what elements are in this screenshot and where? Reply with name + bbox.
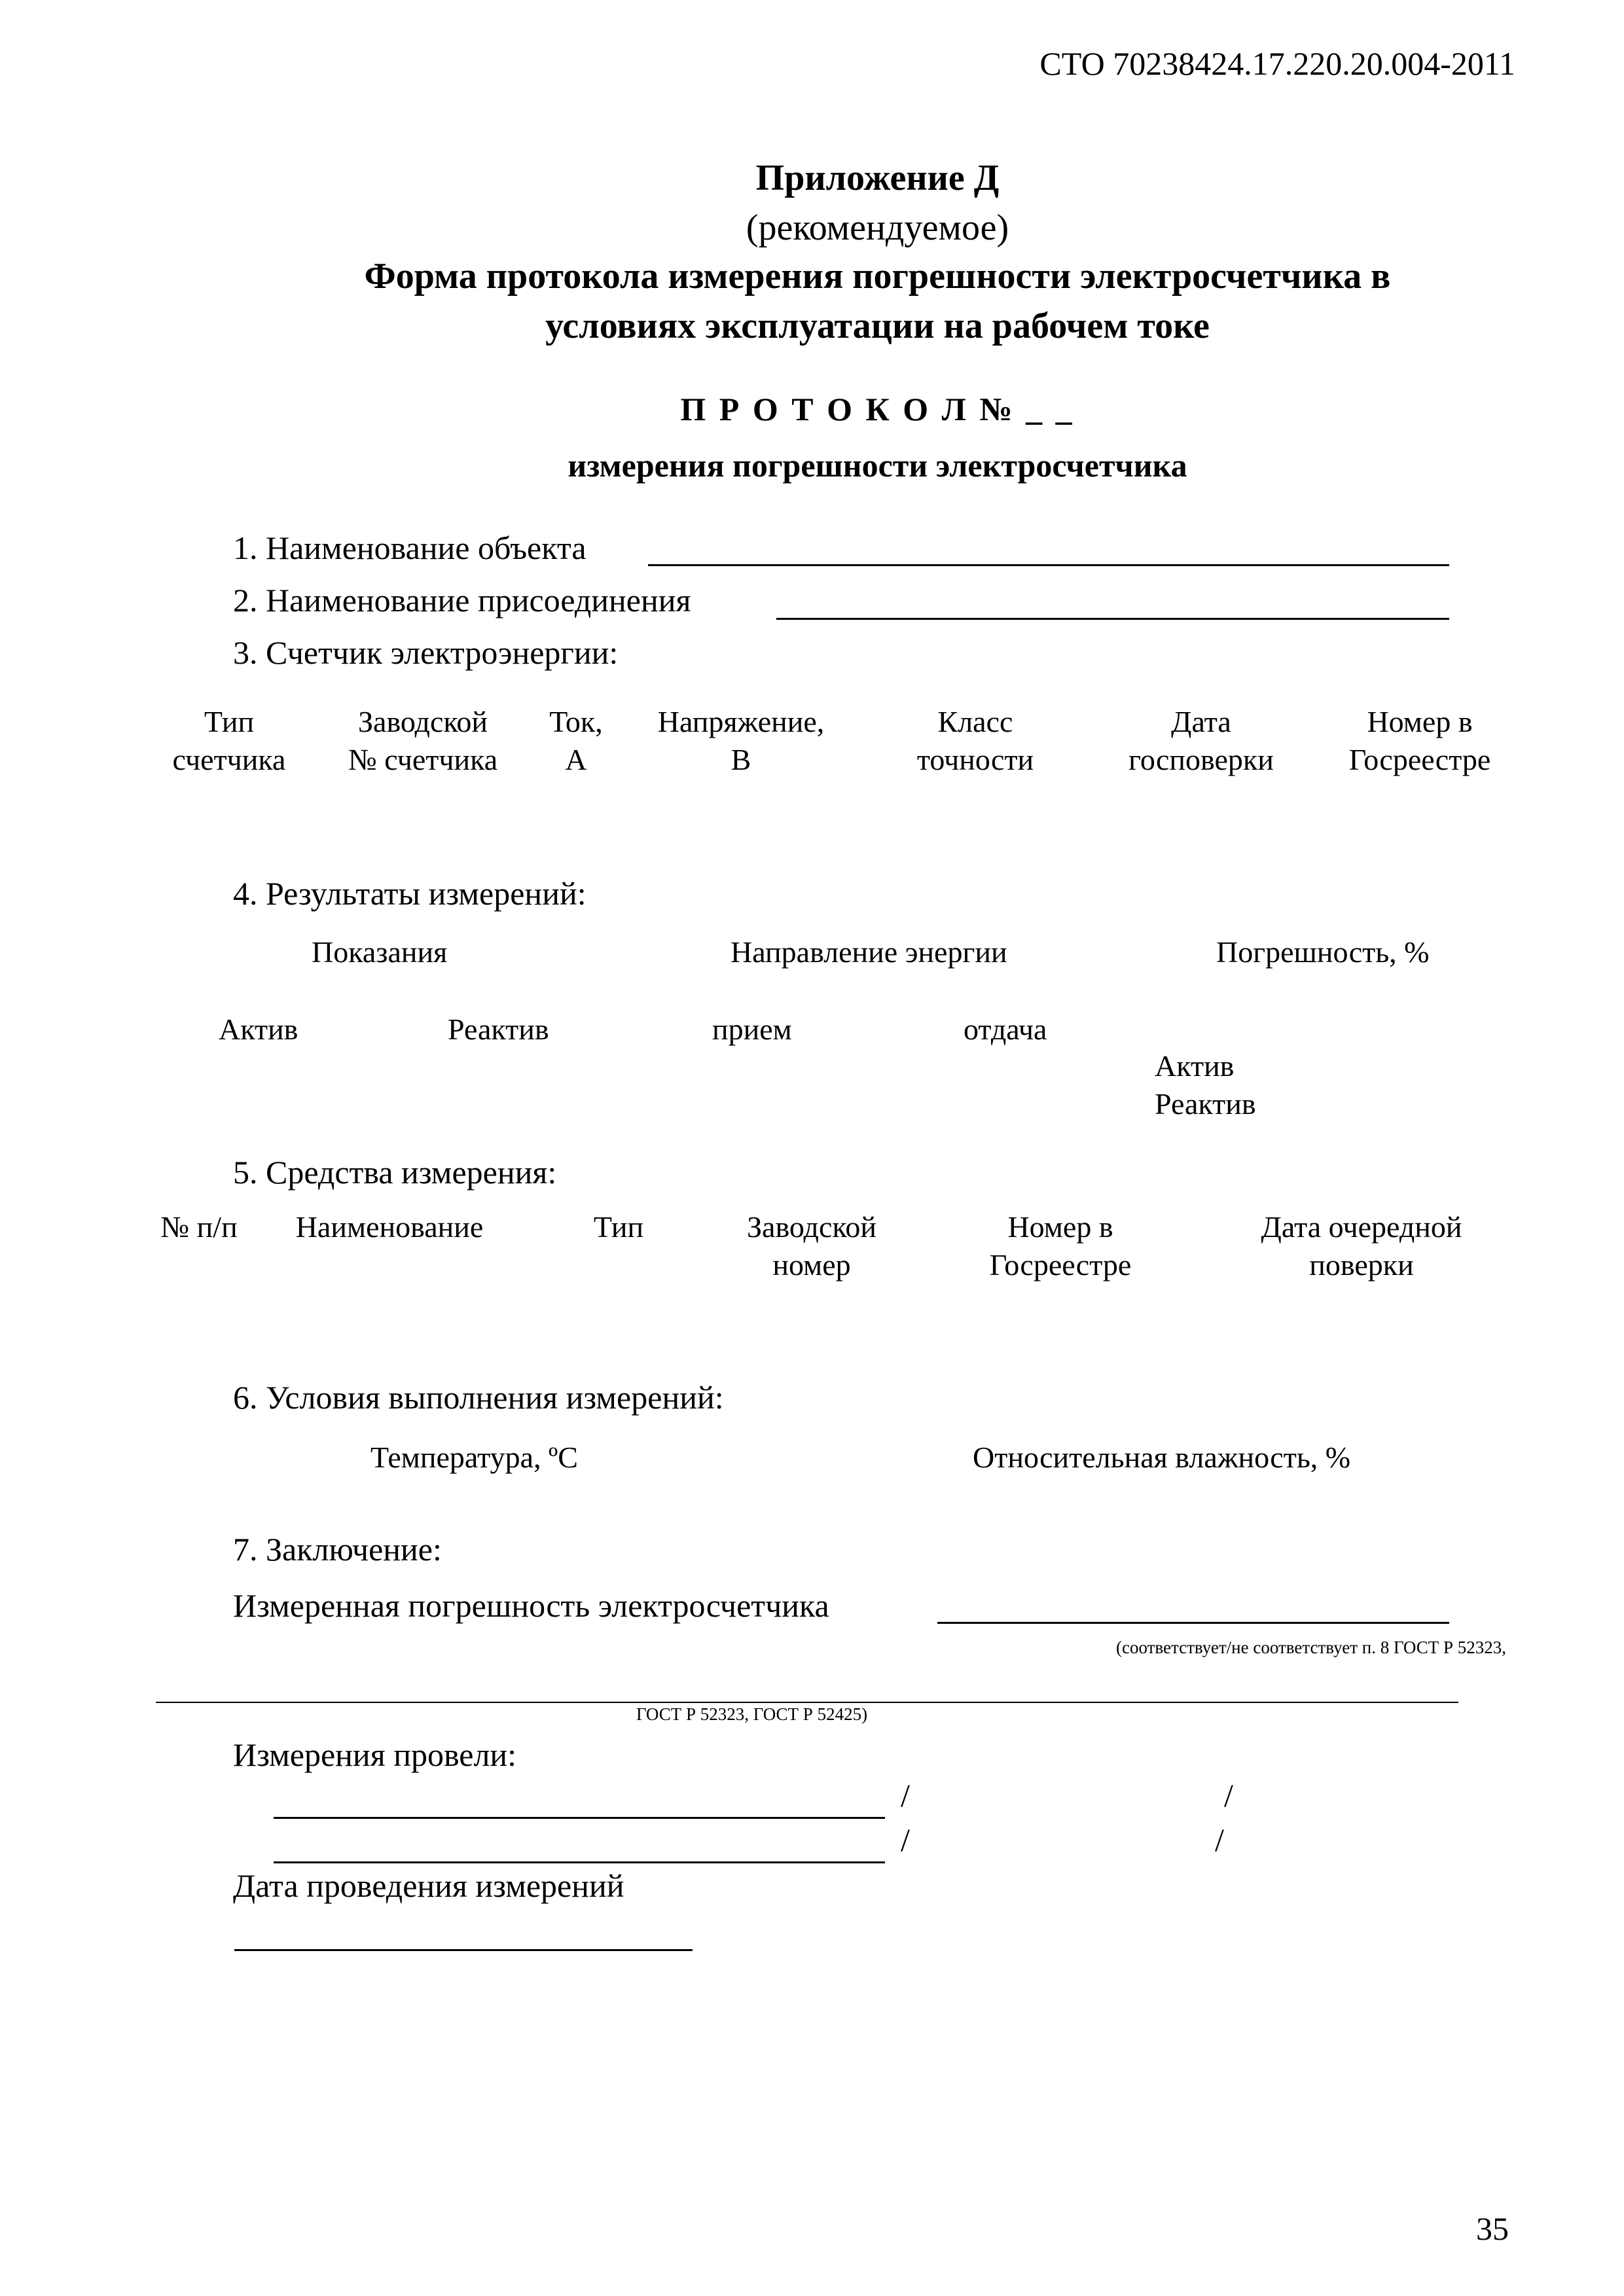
meter-heading: 3. Счетчик электроэнергии:: [233, 634, 619, 671]
signature-slash-1b: /: [1224, 1777, 1233, 1814]
conclusion-note-blank[interactable]: [156, 1702, 1458, 1703]
meter-col-accuracy: Класс точности: [916, 705, 1034, 776]
meter-col-voltage: Напряжение, В: [657, 705, 825, 776]
connection-name-blank[interactable]: [776, 618, 1449, 620]
results-send: отдача: [964, 1013, 1047, 1046]
conclusion-note-line1: (соответствует/не соответствует п. 8 ГОСТ Р 52323,: [1116, 1638, 1506, 1657]
signatures-heading: Измерения провели:: [233, 1736, 517, 1773]
appendix-status: (рекомендуемое): [746, 207, 1009, 248]
signature-slash-1a: /: [901, 1777, 910, 1814]
meter-col-verification-date: Дата госповерки: [1128, 705, 1274, 776]
object-name-label: 1. Наименование объекта: [233, 529, 586, 566]
measurement-date-label: Дата проведения измерений: [233, 1867, 624, 1904]
instruments-col-type: Тип: [593, 1210, 644, 1244]
meter-col-type: Тип счетчика: [172, 705, 286, 776]
form-title-line1: Форма протокола измерения погрешности электросчетчика в: [364, 256, 1391, 296]
conclusion-heading: 7. Заключение:: [233, 1531, 442, 1568]
results-error: Погрешность, %: [1216, 935, 1430, 969]
instruments-col-number: № п/п: [160, 1210, 238, 1244]
measurement-date-blank[interactable]: [234, 1949, 693, 1951]
connection-name-label: 2. Наименование присоединения: [233, 582, 691, 619]
results-heading: 4. Результаты измерений:: [233, 875, 586, 912]
conclusion-measured-blank[interactable]: [937, 1622, 1449, 1624]
form-title-line2: условиях эксплуатации на рабочем токе: [545, 306, 1210, 346]
meter-col-current: Ток, А: [549, 705, 603, 776]
signature-blank-1[interactable]: [274, 1817, 885, 1819]
signature-blank-2[interactable]: [274, 1861, 885, 1863]
protocol-subtitle: измерения погрешности электросчетчика: [568, 447, 1187, 484]
instruments-col-registry: Номер в Госреестре: [989, 1210, 1132, 1282]
instruments-col-name: Наименование: [295, 1210, 484, 1244]
results-receive: прием: [712, 1013, 792, 1046]
instruments-col-next-verification: Дата очередной поверки: [1261, 1210, 1462, 1282]
appendix-title: Приложение Д: [755, 158, 1000, 198]
conclusion-measured-label: Измеренная погрешность электросчетчика: [233, 1587, 829, 1624]
page-number: 35: [1476, 2210, 1509, 2247]
results-error-active: Актив: [1155, 1049, 1235, 1083]
signature-slash-2b: /: [1215, 1821, 1224, 1858]
conditions-humidity: Относительная влажность, %: [973, 1441, 1351, 1474]
protocol-title: П Р О Т О К О Л № _ _: [680, 391, 1075, 427]
meter-col-serial: Заводской № счетчика: [348, 705, 498, 776]
results-reactive: Реактив: [448, 1013, 549, 1046]
instruments-heading: 5. Средства измерения:: [233, 1154, 557, 1191]
conclusion-note-line2: ГОСТ Р 52323, ГОСТ Р 52425): [636, 1704, 868, 1724]
document-code: СТО 70238424.17.220.20.004-2011: [1039, 45, 1515, 82]
conditions-heading: 6. Условия выполнения измерений:: [233, 1379, 724, 1416]
instruments-col-serial: Заводской номер: [747, 1210, 876, 1282]
meter-col-registry-number: Номер в Госреестре: [1348, 705, 1491, 776]
results-direction: Направление энергии: [731, 935, 1007, 969]
results-error-reactive: Реактив: [1155, 1087, 1256, 1121]
results-active: Актив: [219, 1013, 298, 1046]
object-name-blank[interactable]: [648, 564, 1449, 566]
results-readings: Показания: [312, 935, 448, 969]
conditions-temperature: Температура, ºС: [370, 1441, 578, 1474]
signature-slash-2a: /: [901, 1821, 910, 1858]
